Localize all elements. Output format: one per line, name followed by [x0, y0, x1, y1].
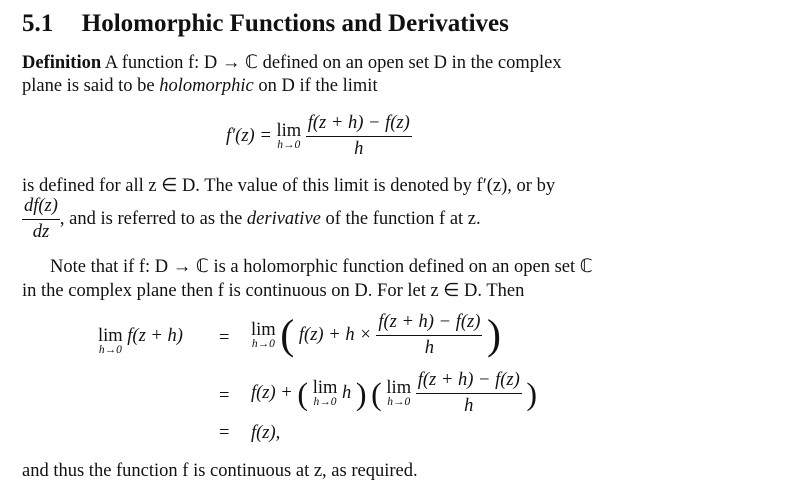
lim-subscript: h→0: [277, 139, 301, 152]
lim-h: h: [341, 383, 352, 403]
note-line-1: Note that if f: D → ℂ is a holomorphic function defined on an open set ℂ: [50, 257, 593, 277]
note-line-2: in the complex plane then f is continuous on D. For let z ∈ D. Then: [22, 281, 525, 301]
limit-operator: [386, 378, 411, 409]
frac-denominator: h: [464, 396, 474, 416]
frac-numerator: f(z + h) − f(z): [376, 312, 482, 336]
limit-operator: [276, 121, 301, 152]
definition-text-2b: on D if the limit: [258, 76, 378, 96]
right-paren: ): [355, 375, 367, 412]
definition-line-4: [22, 196, 481, 243]
limit-operator: [98, 326, 123, 357]
left-paren: (: [371, 375, 382, 412]
lim-word: lim: [312, 378, 338, 399]
row1-term: f(z) + h ×: [298, 325, 372, 345]
definition-line-3: is defined for all z ∈ D. The value of this limit is denoted by f′(z), or by: [22, 176, 556, 196]
definition-text-4a: , and is referred to as the: [59, 209, 243, 229]
derivation-row-1-rhs: [251, 312, 501, 359]
dfdz-fraction: [22, 196, 60, 243]
term-holomorphic: holomorphic: [159, 76, 254, 96]
equals-3: =: [219, 423, 230, 443]
left-paren: (: [280, 312, 295, 359]
definition-label: Definition: [22, 53, 102, 73]
frac-denominator: h: [354, 139, 364, 159]
limit-operator: [313, 378, 338, 409]
definition-line-2: [22, 76, 378, 97]
section-title: Holomorphic Functions and Derivatives: [81, 10, 509, 37]
derivation-row-1-lhs: [98, 326, 183, 357]
lim-word: lim: [98, 326, 123, 346]
frac-denominator: h: [424, 338, 434, 358]
definition-line-1: [22, 52, 562, 74]
lim-subscript: h→0: [313, 396, 337, 409]
right-paren: ): [486, 312, 501, 359]
definition-text-4b: of the function f at z.: [325, 209, 481, 229]
frac-numerator: f(z + h) − f(z): [416, 370, 522, 394]
equals-2: =: [219, 386, 230, 406]
limit-operator: [251, 320, 276, 351]
left-paren: (: [297, 375, 309, 412]
lim-subscript: h→0: [387, 396, 411, 409]
derivation-row-3-rhs: f(z),: [251, 423, 281, 443]
definition-text-1: A function f: D → ℂ defined on an open set D in the complex: [104, 53, 562, 73]
eq-lhs: f′(z) =: [226, 126, 272, 146]
section-number: 5.1: [22, 10, 54, 37]
lim-word: lim: [251, 320, 276, 341]
lim-word: lim: [276, 121, 302, 142]
lim-subscript: h→0: [251, 338, 275, 351]
term-derivative: derivative: [246, 209, 321, 229]
row2-fraction: [416, 370, 522, 417]
difference-quotient: [306, 113, 412, 160]
lhs-function: f(z + h): [127, 326, 183, 346]
section-heading: [22, 10, 509, 38]
right-paren: ): [526, 375, 538, 412]
row1-fraction: [376, 312, 482, 359]
row2-term: f(z) +: [251, 383, 293, 403]
lim-word: lim: [386, 378, 412, 399]
lim-subscript: h→0: [98, 344, 122, 356]
definition-text-2a: plane is said to be: [22, 76, 155, 96]
derivative-equation: [226, 113, 412, 160]
dfdz-numerator: df(z): [22, 196, 60, 220]
frac-numerator: f(z + h) − f(z): [306, 113, 412, 137]
derivation-row-2-rhs: [251, 370, 537, 417]
conclusion-line: and thus the function f is continuous at z, as required.: [22, 461, 418, 481]
equals-1: =: [219, 328, 230, 348]
dfdz-denominator: dz: [32, 222, 50, 242]
